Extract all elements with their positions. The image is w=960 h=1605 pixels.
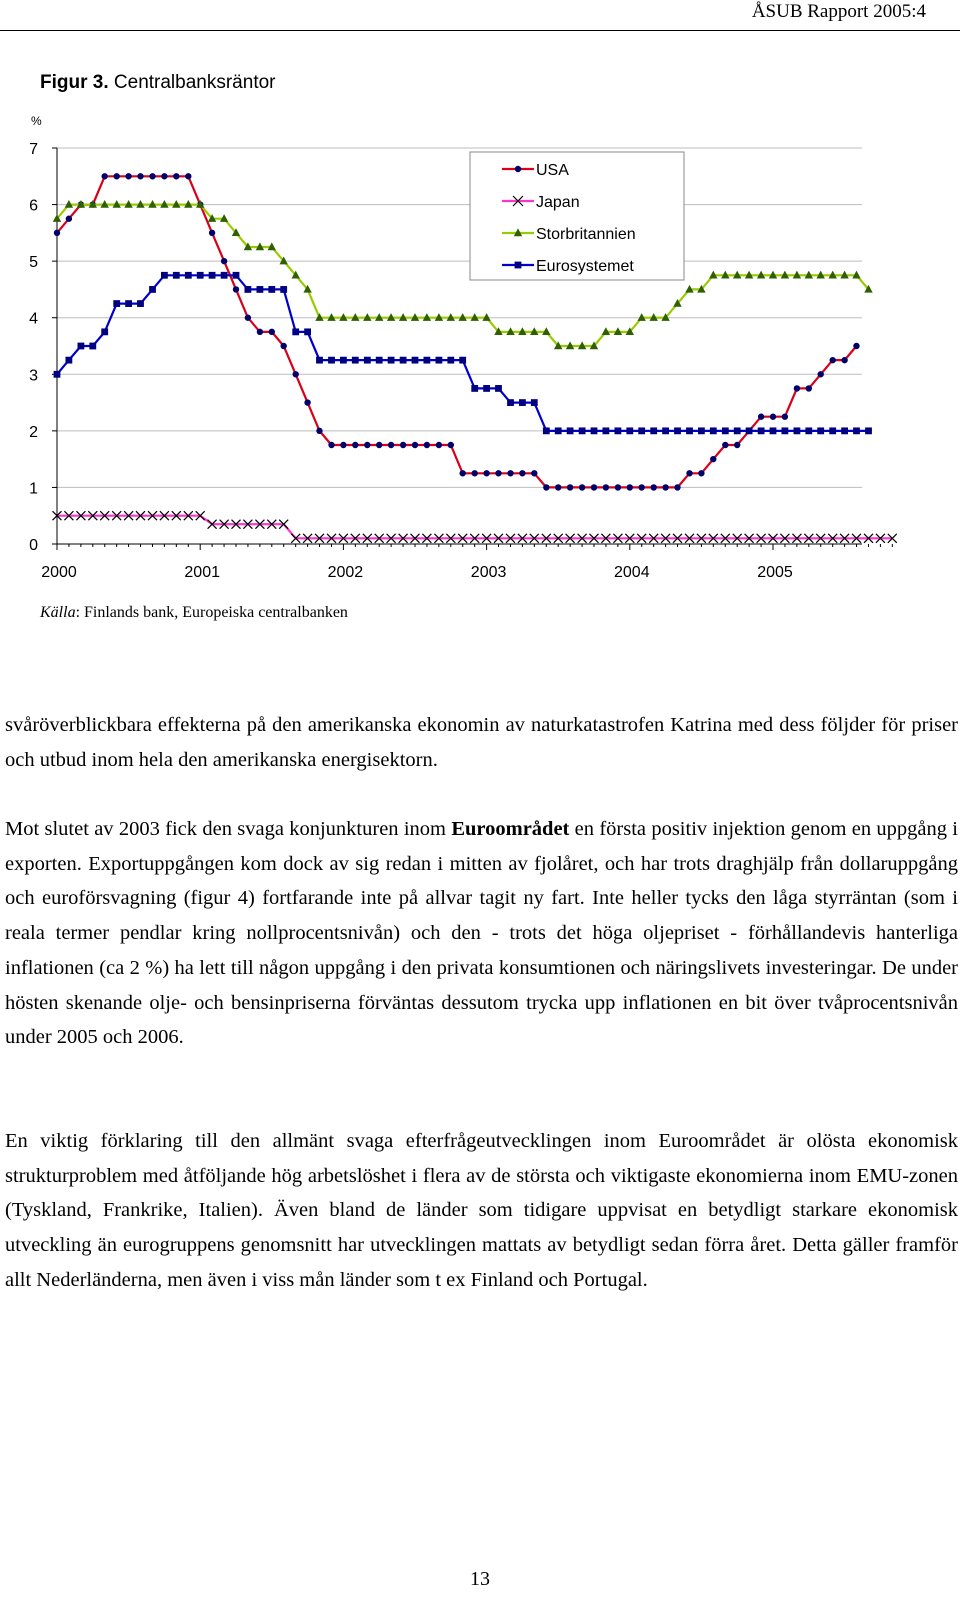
point-eurosystemet <box>54 371 61 378</box>
paragraph-2-bold: Euroområdet <box>451 818 570 840</box>
point-usa <box>424 442 430 448</box>
paragraph-2-text-a: Mot slutet av 2003 fick den svaga konjunkturen inom <box>5 818 452 840</box>
point-eurosystemet <box>268 286 275 293</box>
point-eurosystemet <box>579 427 586 434</box>
x-tick-label: 2001 <box>184 564 220 581</box>
point-eurosystemet <box>149 286 156 293</box>
point-usa <box>782 414 788 420</box>
paragraph-1-text: svåröverblickbara effekterna på den amerikanska ekonomin av naturkatastrofen Katrina med dess följder för priser och utbud inom hela den amerikanska energisektorn. <box>5 714 958 771</box>
point-usa <box>101 173 107 179</box>
point-usa <box>436 442 442 448</box>
point-eurosystemet <box>507 399 514 406</box>
point-usa <box>257 329 263 335</box>
point-eurosystemet <box>471 385 478 392</box>
point-usa <box>698 470 704 476</box>
x-tick-label: 2004 <box>614 564 650 581</box>
point-eurosystemet <box>770 427 777 434</box>
legend-label: Japan <box>536 194 580 211</box>
series-line-japan <box>57 516 892 539</box>
point-usa <box>638 484 644 490</box>
point-eurosystemet <box>841 427 848 434</box>
point-usa <box>651 484 657 490</box>
point-usa <box>507 470 513 476</box>
point-usa <box>340 442 346 448</box>
figure-title-text: Centralbanksräntor <box>113 72 276 93</box>
point-usa <box>54 230 60 236</box>
point-eurosystemet <box>340 357 347 364</box>
point-eurosystemet <box>173 272 180 279</box>
point-usa <box>459 470 465 476</box>
point-eurosystemet <box>209 272 216 279</box>
legend-marker <box>515 262 522 269</box>
point-eurosystemet <box>781 427 788 434</box>
point-usa <box>114 173 120 179</box>
x-tick-label: 2003 <box>470 564 507 581</box>
point-usa <box>233 286 239 292</box>
point-eurosystemet <box>400 357 407 364</box>
point-usa <box>567 484 573 490</box>
point-eurosystemet <box>698 427 705 434</box>
point-usa <box>269 329 275 335</box>
point-usa <box>722 442 728 448</box>
point-eurosystemet <box>722 427 729 434</box>
point-usa <box>853 343 859 349</box>
point-eurosystemet <box>459 357 466 364</box>
point-usa <box>280 343 286 349</box>
point-eurosystemet <box>412 357 419 364</box>
point-eurosystemet <box>89 343 96 350</box>
point-usa <box>830 357 836 363</box>
y-tick-label: 7 <box>29 141 38 158</box>
point-eurosystemet <box>805 427 812 434</box>
point-eurosystemet <box>137 300 144 307</box>
y-tick-label: 1 <box>29 480 38 498</box>
legend-label: Eurosystemet <box>536 258 634 275</box>
running-header: ÅSUB Rapport 2005:4 <box>751 1 926 22</box>
y-tick-label: 6 <box>29 197 38 215</box>
point-eurosystemet <box>746 427 753 434</box>
series-line-usa <box>57 176 857 487</box>
chart-legend <box>470 152 684 280</box>
point-eurosystemet <box>423 357 430 364</box>
point-usa <box>555 484 561 490</box>
point-usa <box>137 173 143 179</box>
point-eurosystemet <box>436 357 443 364</box>
point-eurosystemet <box>244 286 251 293</box>
point-eurosystemet <box>185 272 192 279</box>
point-eurosystemet <box>543 427 550 434</box>
point-eurosystemet <box>161 272 168 279</box>
point-eurosystemet <box>292 328 299 335</box>
point-usa <box>328 442 334 448</box>
point-usa <box>710 456 716 462</box>
point-usa <box>794 385 800 391</box>
point-usa <box>173 173 179 179</box>
paragraph-2-text-b: en första positiv injektion genom en uppgång i exporten. Exportuppgången kom dock av sig redan i mitten av fjolåret, och har trots draghjälp från dollaruppgång och euroförsvagning (figur 4) fortfarande inte på allvar tagit ny fart. Inte heller tycks den låga styrräntan (som i reala termer pendlar kring nollprocentsnivån) och den - trots det höga oljepriset - förhållandevis hanterliga inflationen (ca 2 %) ha lett till någon uppgång i den privata konsumtionen och näringslivets investeringar. De under hösten skenande olje- och bensinpriserna förväntas dessutom trycka upp inflationen en bit över tvåprocentsnivån under 2005 och 2006. <box>5 818 958 1049</box>
point-usa <box>185 173 191 179</box>
point-usa <box>758 414 764 420</box>
point-eurosystemet <box>125 300 132 307</box>
y-tick-label: 0 <box>29 537 38 554</box>
point-usa <box>579 484 585 490</box>
point-usa <box>352 442 358 448</box>
point-eurosystemet <box>364 357 371 364</box>
point-usa <box>615 484 621 490</box>
point-usa <box>519 470 525 476</box>
point-usa <box>483 470 489 476</box>
point-eurosystemet <box>567 427 574 434</box>
chart-axes <box>29 114 892 581</box>
point-eurosystemet <box>865 427 872 434</box>
point-usa <box>388 442 394 448</box>
y-tick-label: 4 <box>29 310 38 328</box>
point-usa <box>806 385 812 391</box>
point-usa <box>245 315 251 321</box>
point-eurosystemet <box>829 427 836 434</box>
legend-label: Storbritannien <box>536 226 636 243</box>
y-tick-label: 5 <box>29 254 38 272</box>
point-eurosystemet <box>101 328 108 335</box>
paragraph-1 <box>5 708 958 777</box>
point-eurosystemet <box>626 427 633 434</box>
series-usa <box>54 173 860 491</box>
point-eurosystemet <box>221 272 228 279</box>
point-eurosystemet <box>591 427 598 434</box>
page-number: 13 <box>470 1568 490 1590</box>
point-eurosystemet <box>734 427 741 434</box>
point-eurosystemet <box>328 357 335 364</box>
point-usa <box>376 442 382 448</box>
point-usa <box>603 484 609 490</box>
point-eurosystemet <box>376 357 383 364</box>
point-eurosystemet <box>113 300 120 307</box>
point-eurosystemet <box>555 427 562 434</box>
point-usa <box>674 484 680 490</box>
point-eurosystemet <box>531 399 538 406</box>
point-usa <box>448 442 454 448</box>
point-eurosystemet <box>758 427 765 434</box>
point-eurosystemet <box>257 286 264 293</box>
source-text: : Finlands bank, Europeiska centralbanken <box>75 604 348 621</box>
point-usa <box>125 173 131 179</box>
point-usa <box>841 357 847 363</box>
point-eurosystemet <box>280 286 287 293</box>
point-usa <box>770 414 776 420</box>
point-eurosystemet <box>817 427 824 434</box>
point-eurosystemet <box>674 427 681 434</box>
figure-title <box>40 72 276 94</box>
source-label: Källa <box>40 604 76 621</box>
y-tick-label: 3 <box>29 367 38 385</box>
header-rule <box>0 30 960 31</box>
point-eurosystemet <box>304 328 311 335</box>
point-eurosystemet <box>710 427 717 434</box>
point-usa <box>662 484 668 490</box>
point-usa <box>161 173 167 179</box>
point-eurosystemet <box>197 272 204 279</box>
figure-source <box>40 604 348 622</box>
paragraph-3-text: En viktig förklaring till den allmänt svaga efterfrågeutvecklingen inom Euroområdet är olösta ekonomisk strukturproblem med åtföljande hög arbetslöshet i flera av de största och viktigaste ekonomierna inom EMU-zonen (Tyskland, Frankrike, Italien). Även bland de länder som tidigare uppvisat en betydligt starkare ekonomisk utveckling än eurogruppens genomsnitt har utvecklingen mattats av betydligt sedan förra året. Detta gäller framför allt Nederländerna, men även i viss mån länder som t ex Finland och Portugal. <box>5 1130 958 1291</box>
point-eurosystemet <box>686 427 693 434</box>
paragraph-3 <box>5 1124 958 1298</box>
point-usa <box>66 216 72 222</box>
point-eurosystemet <box>853 427 860 434</box>
point-eurosystemet <box>388 357 395 364</box>
series-eurosystemet <box>54 272 872 434</box>
point-eurosystemet <box>662 427 669 434</box>
point-eurosystemet <box>65 357 72 364</box>
series-line-eurosystemet <box>57 275 869 431</box>
point-eurosystemet <box>352 357 359 364</box>
point-usa <box>543 484 549 490</box>
point-eurosystemet <box>483 385 490 392</box>
series-japan <box>53 511 897 543</box>
point-eurosystemet <box>519 399 526 406</box>
paragraph-2 <box>5 812 958 1055</box>
point-eurosystemet <box>78 343 85 350</box>
point-usa <box>316 428 322 434</box>
point-usa <box>221 258 227 264</box>
point-eurosystemet <box>447 357 454 364</box>
point-usa <box>400 442 406 448</box>
point-usa <box>531 470 537 476</box>
point-usa <box>149 173 155 179</box>
point-usa <box>627 484 633 490</box>
point-usa <box>591 484 597 490</box>
y-axis-unit-label: % <box>31 114 42 128</box>
x-tick-label: 2000 <box>41 564 77 581</box>
point-usa <box>472 470 478 476</box>
y-tick-label: 2 <box>29 423 38 441</box>
point-usa <box>304 399 310 405</box>
interest-rate-chart <box>0 100 960 600</box>
point-usa <box>495 470 501 476</box>
point-eurosystemet <box>233 272 240 279</box>
legend-marker <box>515 166 521 172</box>
x-tick-label: 2005 <box>757 564 793 581</box>
figure-number: Figur 3. <box>40 72 109 93</box>
point-eurosystemet <box>316 357 323 364</box>
point-usa <box>293 371 299 377</box>
point-eurosystemet <box>794 427 801 434</box>
point-usa <box>734 442 740 448</box>
point-usa <box>209 230 215 236</box>
point-eurosystemet <box>495 385 502 392</box>
point-eurosystemet <box>650 427 657 434</box>
point-eurosystemet <box>602 427 609 434</box>
point-eurosystemet <box>638 427 645 434</box>
point-usa <box>817 371 823 377</box>
x-tick-label: 2002 <box>327 564 364 581</box>
point-usa <box>412 442 418 448</box>
legend-label: USA <box>536 162 569 179</box>
point-eurosystemet <box>615 427 622 434</box>
point-usa <box>364 442 370 448</box>
point-usa <box>686 470 692 476</box>
